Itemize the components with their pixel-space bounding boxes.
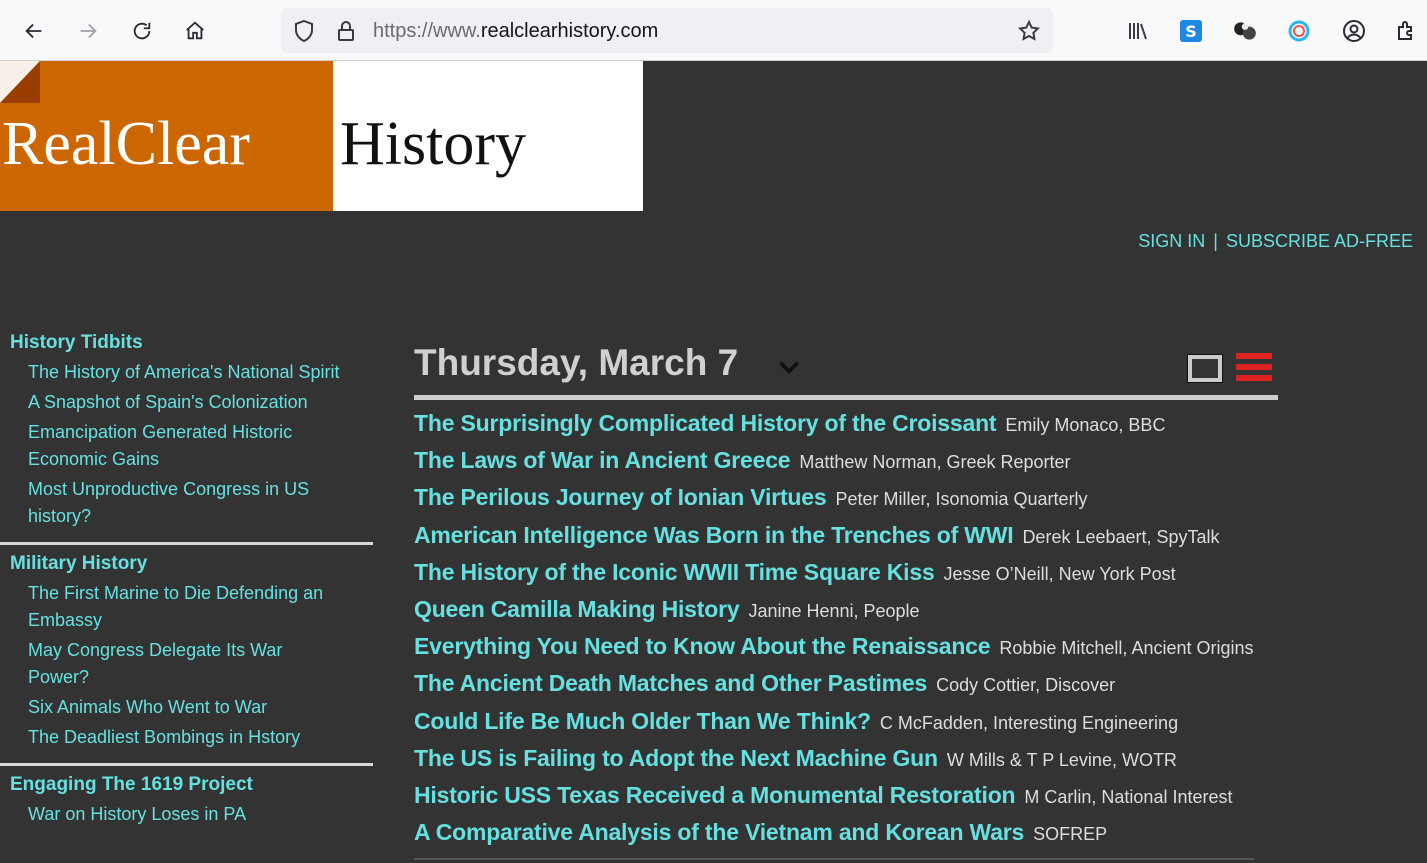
list-item [414, 596, 1278, 633]
sidebar-section-title[interactable]: History Tidbits [10, 332, 143, 353]
sidebar-link[interactable]: May Congress Delegate Its War Power? [28, 640, 283, 687]
account-icon[interactable] [1340, 17, 1368, 45]
headline-source: Jesse O’Neill, New York Post [943, 563, 1176, 584]
browser-toolbar [0, 0, 1427, 61]
logo-text-history: History [340, 110, 526, 178]
shield-icon[interactable] [292, 19, 316, 43]
list-item [414, 410, 1278, 447]
logo-fold-icon [0, 61, 40, 103]
main-content [414, 338, 1278, 856]
sidebar [0, 330, 373, 834]
list-item [414, 522, 1278, 559]
headline-list [414, 410, 1278, 856]
bookmark-star-icon[interactable] [1017, 19, 1041, 43]
list-item [414, 559, 1278, 596]
sidebar-link[interactable]: A Snapshot of Spain's Colonization [28, 392, 308, 412]
list-item [414, 484, 1278, 521]
sidebar-link[interactable]: The History of America's National Spirit [28, 362, 340, 382]
headline-source: W Mills & T P Levine, WOTR [946, 749, 1177, 770]
headline-link[interactable]: The Ancient Death Matches and Other Pastimes [414, 670, 928, 697]
url-text[interactable]: https://www.realclearhistory.com [373, 20, 659, 42]
account-separator: | [1213, 231, 1218, 251]
subscribe-ad-free-link[interactable]: SUBSCRIBE AD-FREE [1225, 231, 1413, 251]
site-logo[interactable] [0, 61, 643, 211]
headline-source: Emily Monaco, BBC [1005, 415, 1166, 435]
sidebar-link[interactable]: Emancipation Generated Historic Economic Gains [28, 422, 293, 469]
sidebar-divider [0, 542, 373, 545]
headline-link[interactable]: The Surprisingly Complicated History of the Croissant [414, 410, 997, 436]
headline-source: Robbie Mitchell, Ancient Origins [999, 638, 1254, 659]
sidebar-section-title[interactable]: Military History [10, 553, 148, 574]
sidebar-link[interactable]: The First Marine to Die Defending an Embassy [28, 583, 324, 630]
date-divider [414, 395, 1278, 400]
sidebar-link[interactable]: Six Animals Who Went to War [28, 697, 268, 717]
headline-link[interactable]: Everything You Need to Know About the Renaissance [414, 633, 991, 660]
headline-source: Derek Leebaert, SpyTalk [1022, 526, 1220, 547]
headline-source: Cody Cottier, Discover [936, 675, 1116, 696]
sidebar-divider [0, 763, 373, 766]
headline-source: SOFREP [1033, 824, 1108, 845]
sidebar-link[interactable]: Most Unproductive Congress in US history? [28, 479, 310, 526]
extensions-puzzle-icon[interactable] [1393, 17, 1421, 45]
home-icon[interactable] [178, 14, 212, 48]
date-header [414, 338, 1278, 393]
headline-source: Matthew Norman, Greek Reporter [799, 452, 1071, 473]
sidebar-section-1619-project [0, 772, 373, 834]
date-title: Thursday, March 7 [414, 342, 739, 383]
list-item [414, 745, 1278, 782]
headline-link[interactable]: The History of the Iconic WWII Time Square Kiss [414, 558, 935, 585]
sidebar-section-history-tidbits [0, 330, 373, 536]
sidebar-link[interactable]: War on History Loses in PA [28, 804, 247, 824]
content-bottom-divider [414, 858, 1254, 860]
headline-link[interactable]: The Laws of War in Ancient Greece [414, 447, 791, 474]
back-icon[interactable] [17, 14, 51, 48]
reload-icon[interactable] [125, 14, 159, 48]
url-bar[interactable] [281, 8, 1053, 53]
sidebar-section-military-history [0, 551, 373, 757]
headline-link[interactable]: American Intelligence Was Born in the Trenches of WWI [414, 521, 1014, 548]
headline-link[interactable]: Historic USS Texas Received a Monumental Restoration [414, 781, 1016, 808]
sidebar-section-title[interactable]: Engaging The 1619 Project [10, 774, 253, 795]
sidebar-link[interactable]: The Deadliest Bombings in Hstory [28, 727, 301, 747]
extension-balls-icon[interactable] [1231, 17, 1259, 45]
headline-link[interactable]: The US is Failing to Adopt the Next Machine Gun [414, 744, 938, 771]
list-item [414, 819, 1278, 856]
account-links [1138, 231, 1413, 252]
list-item [414, 633, 1278, 670]
library-icon[interactable] [1124, 17, 1152, 45]
list-item [414, 447, 1278, 484]
sign-in-link[interactable]: SIGN IN [1138, 231, 1206, 251]
list-item [414, 782, 1278, 819]
single-view-icon[interactable] [1188, 355, 1222, 382]
list-view-icon[interactable] [1236, 353, 1272, 384]
headline-source: Peter Miller, Isonomia Quarterly [835, 489, 1088, 510]
svg-text:S: S [1185, 22, 1197, 41]
chevron-down-icon[interactable] [776, 354, 802, 380]
headline-source: M Carlin, National Interest [1024, 786, 1233, 807]
headline-source: Janine Henni, People [748, 600, 920, 621]
list-item [414, 670, 1278, 707]
headline-link[interactable]: Could Life Be Much Older Than We Think? [414, 707, 871, 734]
list-item [414, 708, 1278, 745]
extension-ring-icon[interactable] [1285, 17, 1313, 45]
skype-extension-icon[interactable] [1177, 17, 1205, 45]
headline-link[interactable]: The Perilous Journey of Ionian Virtues [414, 484, 827, 511]
logo-text-realclear: RealClear [2, 110, 250, 178]
headline-source: C McFadden, Interesting Engineering [879, 712, 1179, 733]
forward-icon[interactable] [71, 14, 105, 48]
headline-link[interactable]: Queen Camilla Making History [414, 595, 740, 622]
lock-icon[interactable] [334, 19, 358, 43]
headline-link[interactable]: A Comparative Analysis of the Vietnam and Korean Wars [414, 819, 1025, 846]
